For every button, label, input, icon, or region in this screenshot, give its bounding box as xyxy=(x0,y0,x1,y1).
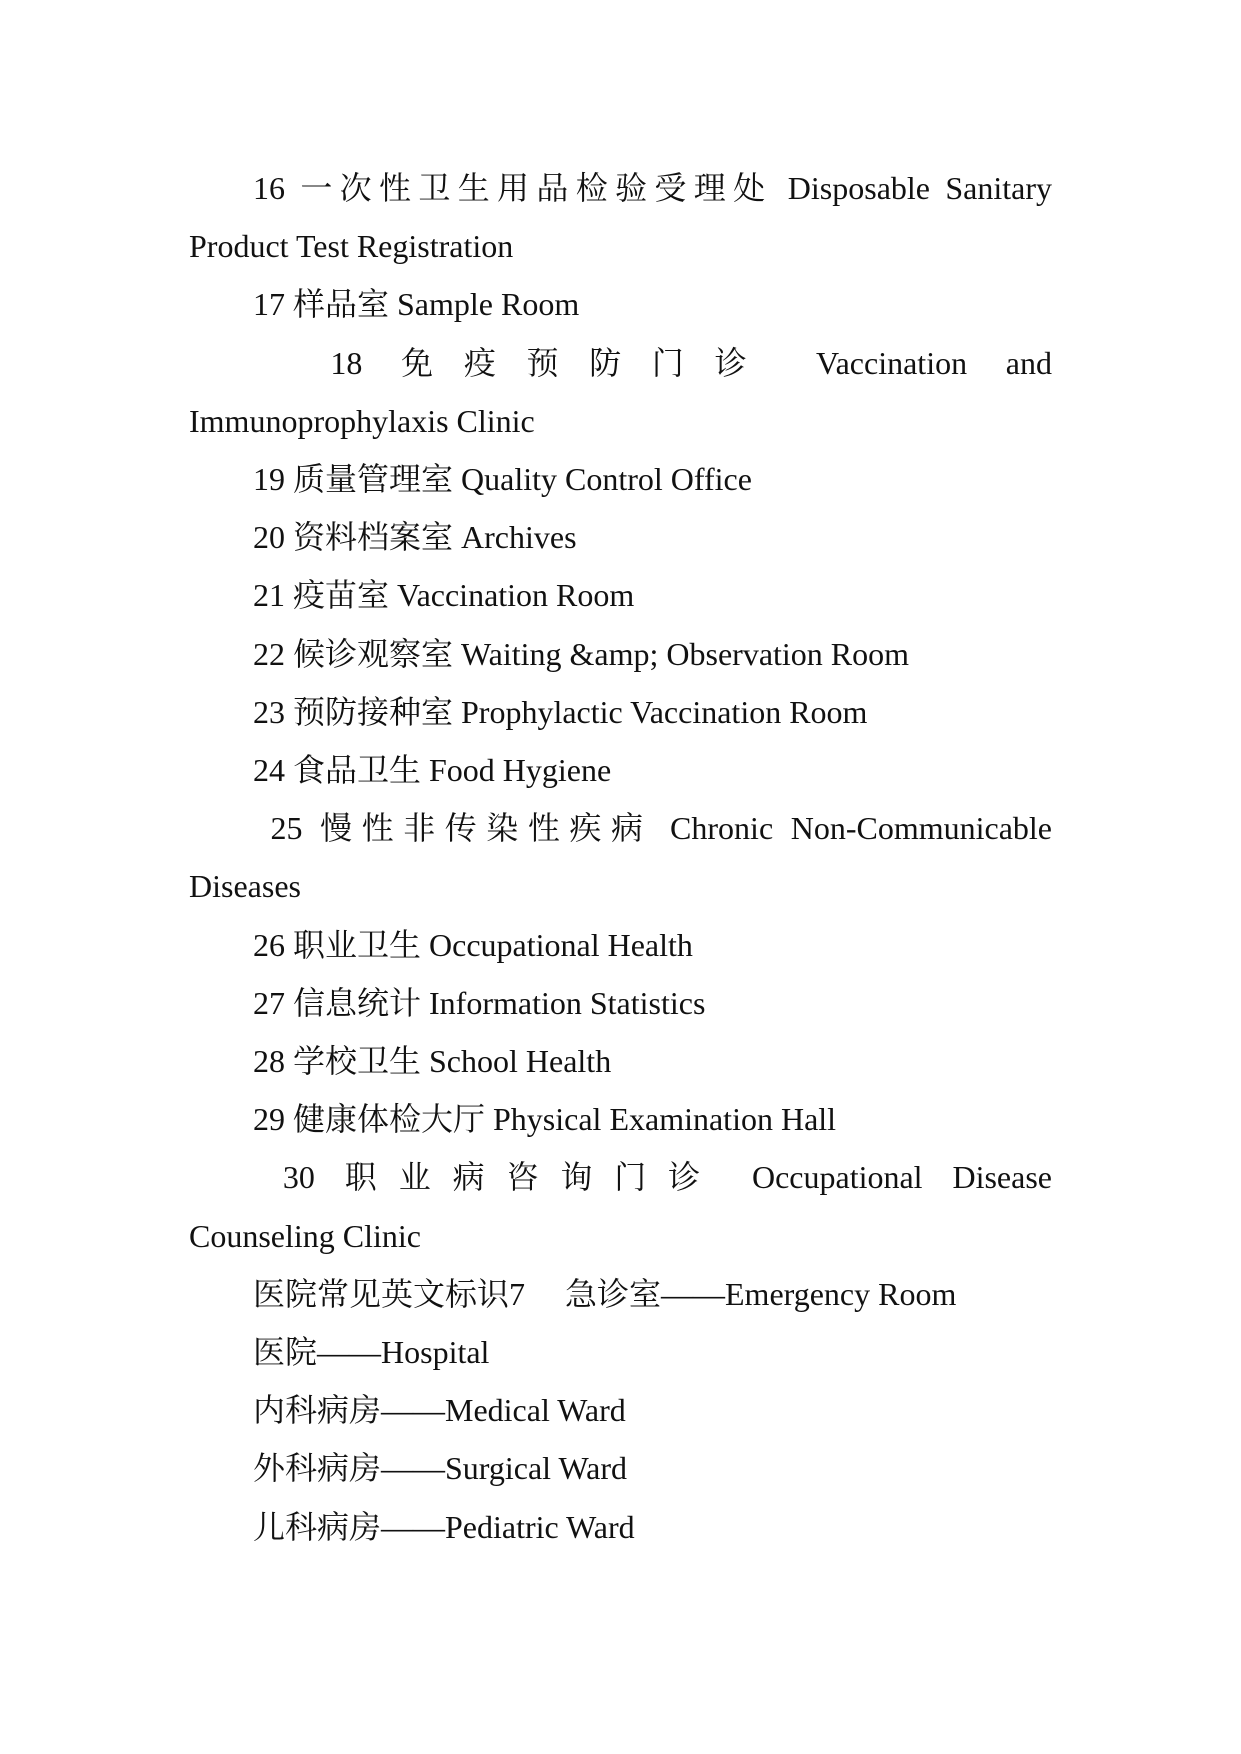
text-line: 23 预防接种室 Prophylactic Vaccination Room xyxy=(253,693,868,730)
text-line: Immunoprophylaxis Clinic xyxy=(189,402,535,439)
text-line: 20 资料档案室 Archives xyxy=(253,519,577,556)
text-line: 30 职业病咨询门诊 Occupational Disease xyxy=(253,1159,1052,1196)
text-line: 医院——Hospital xyxy=(253,1334,490,1371)
text-line: 25 慢性非传染性疾病 Chronic Non-Communicable xyxy=(253,810,1052,847)
text-line: 27 信息统计 Information Statistics xyxy=(253,984,706,1021)
text-line: 24 食品卫生 Food Hygiene xyxy=(253,752,612,789)
text-line: 18 免疫预防门诊 Vaccination and xyxy=(253,344,1052,381)
text-line: 19 质量管理室 Quality Control Office xyxy=(253,461,752,498)
text-line: 29 健康体检大厅 Physical Examination Hall xyxy=(253,1101,837,1138)
text-line: 外科病房——Surgical Ward xyxy=(253,1450,627,1487)
text-line: 26 职业卫生 Occupational Health xyxy=(253,926,693,963)
text-line: 21 疫苗室 Vaccination Room xyxy=(253,577,635,614)
text-line: 22 候诊观察室 Waiting &amp; Observation Room xyxy=(253,635,910,672)
text-line: Counseling Clinic xyxy=(189,1217,421,1254)
text-line: 16 一次性卫生用品检验受理处 Disposable Sanitary xyxy=(253,170,1052,206)
text-line: 儿科病房——Pediatric Ward xyxy=(253,1508,635,1545)
text-line: 17 样品室 Sample Room xyxy=(253,286,580,323)
text-line: Product Test Registration xyxy=(189,228,514,265)
text-line: 医院常见英文标识7 急诊室——Emergency Room xyxy=(253,1275,957,1312)
text-line: Diseases xyxy=(189,868,301,905)
text-line: 28 学校卫生 School Health xyxy=(253,1043,612,1080)
text-line: 内科病房——Medical Ward xyxy=(253,1392,626,1429)
